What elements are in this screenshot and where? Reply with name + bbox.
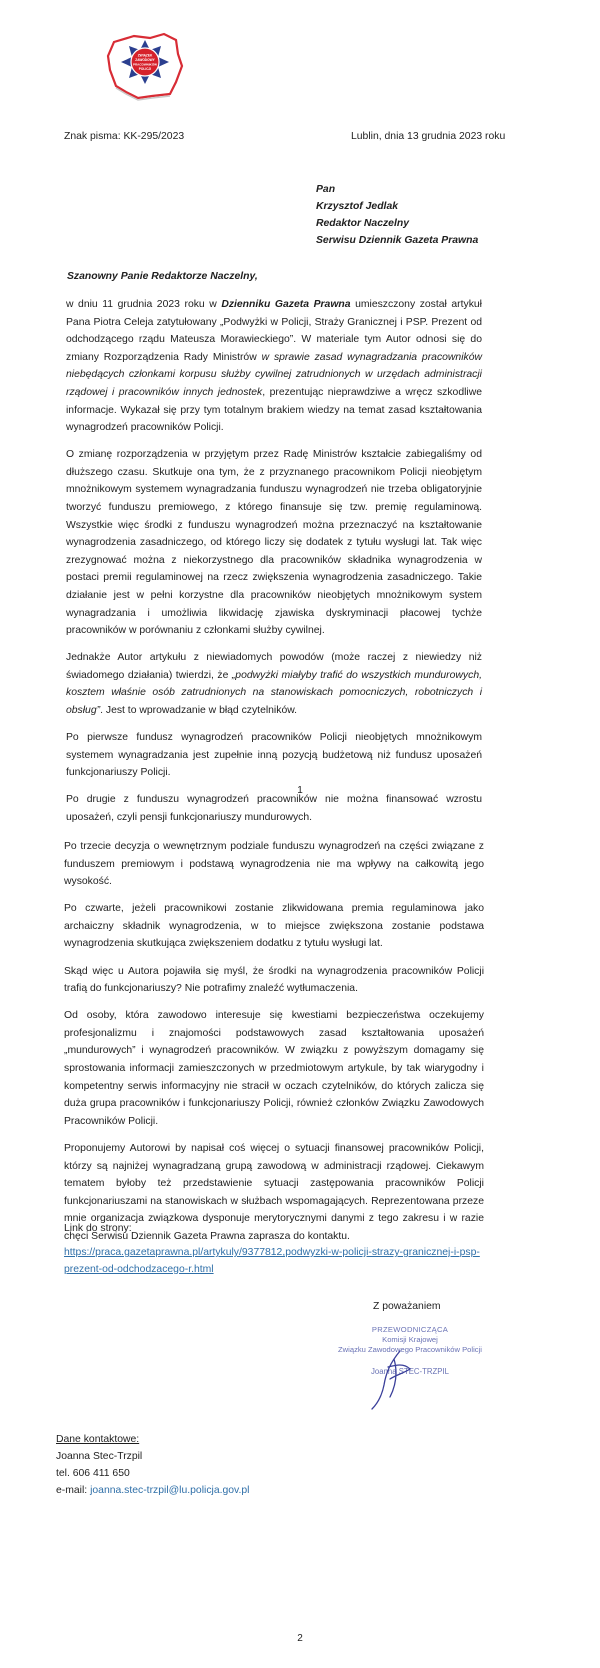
text-run: Po pierwsze fundusz wynagrodzeń pracowników Policji nieobjętych mnożnikowym systemem wynagradzania jest zupełnie inną pozycją budżetową niż fundusz uposażeń funkcjonariuszy Policji. <box>66 732 482 779</box>
svg-text:ZWIĄZEK: ZWIĄZEK <box>137 53 153 58</box>
paragraph: Po czwarte, jeżeli pracownikowi zostanie zlikwidowana premia regulaminowa jako archaiczny składnik wynagrodzenia, w to miejsce zwiększona zostanie podstawa wynagrodzenia skutkująca zwiększeniem dodatku z tytułu wysługi lat. <box>64 903 484 950</box>
svg-text:ZAWODOWY: ZAWODOWY <box>135 58 155 62</box>
signature-stamp <box>330 1325 490 1415</box>
union-logo-icon <box>104 30 186 102</box>
paragraph: Skąd więc u Autora pojawiła się myśl, że środki na wynagrodzenia pracowników Policji trafią do funkcjonariuszy? Nie potrafimy znaleźć wytłumaczenia. <box>64 965 484 995</box>
text-run: Po drugie z funduszu wynagrodzeń pracowników nie można finansować wzrostu uposażeń, czyli pensji funkcjonariuszy mundurowych. <box>66 794 482 824</box>
page-number: 2 <box>297 1633 303 1644</box>
paragraph <box>66 296 482 437</box>
addressee-line: Krzysztof Jedlak <box>316 201 398 212</box>
salutation: Szanowny Panie Redaktorze Naczelny, <box>67 271 258 282</box>
text-run: O zmianę rozporządzenia w przyjętym przez Radę Ministrów kształcie zabiegaliśmy od dłuższego czasu. Skutkuje ona tym, że z przyznanego pracownikom Policji nieobjętym mnożnikowym systemem wynagradzania funduszu wynagrodzeń nie trzeba obligatoryjnie tworzyć funduszu premiowego, z którego finansuje się tzw. premię regulaminową. Wszystkie więc środki z funduszu wynagrodzeń można przeznaczyć na kształtowanie wynagrodzenia zasadniczego, od którego liczy się dodatek z tytułu wysługi lat. Tak więc zrezygnować można z niekorzystnego dla pracowników składnika wynagrodzenia w postaci premii regulaminowej na rzecz zwiększenia wynagrodzenia zasadniczego. Takie działanie jest w pełni korzystne dla pracowników nieobjętych mnożnikowym system wynagradzania i umożliwia likwidację zjawiska dyskryminacji płacowej tychże pracowników w porównaniu z członkami służby cywilnej. <box>66 449 482 637</box>
paragraph: Proponujemy Autorowi by napisał coś więcej o sytuacji finansowej pracowników Policji, którzy są najniżej wynagradzaną grupą zawodową w administracji rządowej. Ciekawym tematem byłoby też przedstawienie sytuacji zastępowania pracowników Policji funkcjonariuszami na stanowiskach w służbach wspomagających. Reprezentowana przeze mnie organizacja związkowa dysponuje merytorycznymi danymi z tego zakresu i w razie chęci Serwisu Dziennik Gazeta Prawna zaprasza do kontaktu. <box>64 1142 484 1242</box>
addressee-line: Redaktor Naczelny <box>316 218 409 229</box>
stamp-name: Joanna STEC-TRZPIL <box>371 1367 449 1376</box>
stamp-line: Związku Zawodowego Pracowników Policji <box>338 1345 482 1354</box>
stamp-line: Komisji Krajowej <box>382 1335 438 1344</box>
email-label: e-mail: <box>56 1485 91 1496</box>
contact-block <box>56 1431 249 1499</box>
addressee-line: Serwisu Dziennik Gazeta Prawna <box>316 235 479 246</box>
paragraph: Od osoby, która zawodowo interesuje się kwestiami bezpieczeństwa oczekujemy profesjonalizmu i znajomości podstawowych zasad kształtowania uposażeń „mundurowych” i wynagrodzeń pracowników. W związku z powyższym domagamy się sprostowania informacji zamieszczonych w przedmiotowym artykule, by tak wiarygodny i kompetentny serwis informacyjny nie stracił w oczach czytelników, do których zalicza się duża grupa pracowników i funkcjonariuszy Policji, również członków Związku Zawodowych Pracowników Policji. <box>64 1010 484 1127</box>
addressee-block <box>316 181 478 249</box>
paragraph: Po trzecie decyzja o wewnętrznym podziale funduszu wynagrodzeń na części związane z funduszem premiowym i podstawą wynagrodzenia nie ma wpływy na całkowitą jego wysokość. <box>64 841 484 888</box>
text-run: , prezentując nieprawdziwe a wręcz szkodliwe informacje. Wykazał się przy tym totalnym brakiem wiedzy na temat zasad kształtowania wynagrodzeń pracowników Policji. <box>66 386 483 434</box>
paragraph <box>66 729 482 782</box>
newspaper-name: Dzienniku Gazeta Prawna <box>221 299 351 310</box>
text-run: umieszczony został artykuł Pana Piotra Celeja zatytułowany „Podwyżki w Policji, Straży Granicznej i PSP. Prezent od odchodzącego rządu Mateusza Morawieckiego”. W materiale tym Autor odnosi się do zmiany Rozporządzenia Rady Ministrów <box>66 299 482 363</box>
closing-phrase: Z poważaniem <box>373 1301 441 1312</box>
contact-email-row <box>56 1482 249 1499</box>
svg-text:PRACOWNIKÓW: PRACOWNIKÓW <box>133 62 157 67</box>
text-run: Jednakże Autor artykułu z niewiadomych powodów (może raczej z niewiedzy niż świadomego działania) twierdzi, że <box>66 652 482 681</box>
email-link[interactable]: joanna.stec-trzpil@lu.policja.gov.pl <box>90 1485 250 1496</box>
letter-body-page-2 <box>64 838 484 1255</box>
regulation-title: w sprawie zasad wynagradzania pracowników niebędących członkami korpusu służby cywilnej zatrudnionych w urzędach administracji rządowej i pracowników innych jednostek <box>66 351 482 398</box>
letter-page-2 <box>0 820 600 1668</box>
paragraph <box>66 649 482 719</box>
reference-number: Znak pisma: KK-295/2023 <box>64 131 185 142</box>
text-run: . Jest to wprowadzanie w błąd czytelników. <box>100 705 298 717</box>
contact-phone: tel. 606 411 650 <box>56 1468 130 1479</box>
contact-name: Joanna Stec-Trzpil <box>56 1451 143 1462</box>
stamp-title: PRZEWODNICZĄCA <box>371 1325 449 1334</box>
article-quote: „podwyżki miałyby trafić do wszystkich mundurowych, kosztem właśnie osób zatrudnionych na stanowiskach pomocniczych, robotniczych i obsług” <box>66 669 482 717</box>
paragraph <box>66 446 482 640</box>
addressee-line: Pan <box>316 184 336 195</box>
contact-title: Dane kontaktowe: <box>56 1434 140 1445</box>
letter-body-page-1 <box>66 296 482 836</box>
place-date: Lublin, dnia 13 grudnia 2023 roku <box>351 131 506 142</box>
svg-text:POLICJI: POLICJI <box>138 67 152 71</box>
article-link[interactable]: https://praca.gazetaprawna.pl/artykuly/9377812,podwyzki-w-policji-strazy-granicznej-i-psp-prezent-od-odchodzacego-r.html <box>64 1247 480 1275</box>
letter-page-1 <box>0 0 600 824</box>
page-number: 1 <box>297 785 303 796</box>
handwritten-signature-icon <box>360 1345 440 1415</box>
link-label: Link do strony: <box>64 1223 132 1234</box>
text-run: w dniu 11 grudnia 2023 roku w <box>66 299 222 310</box>
